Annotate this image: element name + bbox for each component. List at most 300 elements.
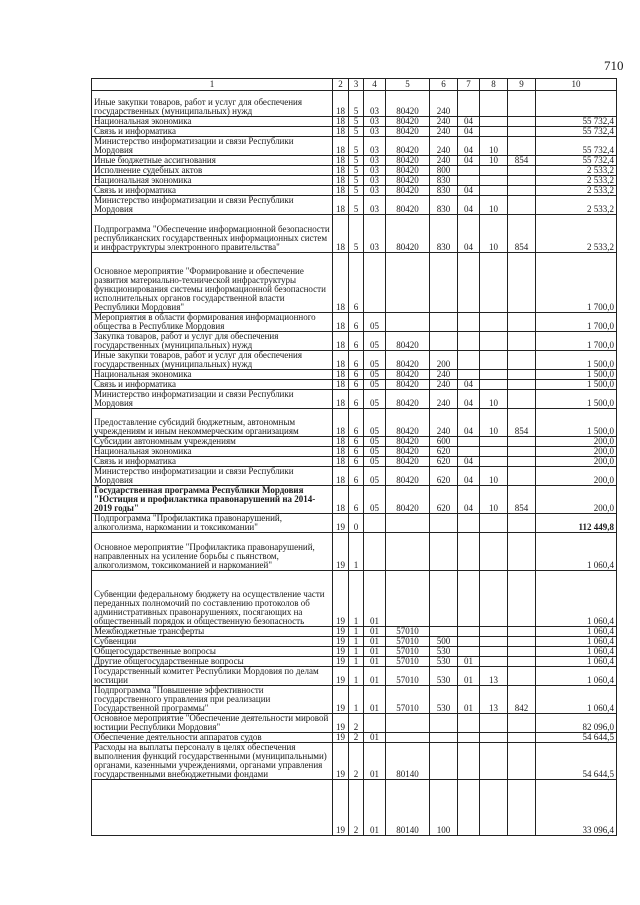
row-cell-c3: 6 — [349, 313, 364, 332]
row-cell-c7 — [458, 447, 480, 457]
row-cell-c4: 01 — [364, 637, 386, 647]
table-row — [92, 253, 617, 313]
row-cell-c10: 200,0 — [536, 457, 617, 467]
row-cell-c9: 854 — [508, 215, 536, 253]
row-cell-c4: 01 — [364, 571, 386, 627]
row-cell-c7 — [458, 714, 480, 733]
row-cell-c10: 200,0 — [536, 447, 617, 457]
row-cell-c7: 04 — [458, 117, 480, 127]
table-row — [92, 743, 617, 780]
row-cell-c9 — [508, 667, 536, 686]
row-cell-c2: 19 — [333, 686, 349, 714]
row-cell-c8 — [480, 447, 508, 457]
row-cell-c6: 530 — [430, 686, 458, 714]
row-cell-c7: 04 — [458, 409, 480, 437]
row-name-cell: Национальная экономика — [92, 447, 333, 457]
row-cell-c2: 18 — [333, 215, 349, 253]
row-cell-c5: 57010 — [386, 686, 430, 714]
table-row — [92, 486, 617, 514]
row-cell-c8: 10 — [480, 137, 508, 156]
row-cell-c6: 530 — [430, 667, 458, 686]
row-cell-c3: 6 — [349, 370, 364, 380]
row-cell-c7: 04 — [458, 486, 480, 514]
row-cell-c4: 05 — [364, 409, 386, 437]
row-name-cell: Связь и информатика — [92, 186, 333, 196]
row-cell-c5: 80140 — [386, 780, 430, 836]
row-cell-c7 — [458, 313, 480, 332]
row-cell-c8 — [480, 117, 508, 127]
row-cell-c5: 80420 — [386, 196, 430, 215]
row-cell-c9 — [508, 253, 536, 313]
row-cell-c2: 18 — [333, 253, 349, 313]
row-cell-c4: 01 — [364, 686, 386, 714]
row-cell-c4: 05 — [364, 351, 386, 370]
row-cell-c10: 1 500,0 — [536, 390, 617, 409]
row-cell-c4: 03 — [364, 166, 386, 176]
row-cell-c3: 1 — [349, 627, 364, 637]
table-row — [92, 380, 617, 390]
row-cell-c10: 55 732,4 — [536, 137, 617, 156]
table-row — [92, 127, 617, 137]
row-cell-c8 — [480, 733, 508, 743]
table-row — [92, 166, 617, 176]
row-cell-c3: 5 — [349, 215, 364, 253]
row-cell-c8 — [480, 313, 508, 332]
row-cell-c9 — [508, 332, 536, 351]
row-name-cell: Государственный комитет Республики Мордовия по делам юстиции — [92, 667, 333, 686]
row-cell-c2: 18 — [333, 437, 349, 447]
row-name-cell: Национальная экономика — [92, 117, 333, 127]
row-cell-c3: 6 — [349, 351, 364, 370]
row-cell-c10 — [536, 91, 617, 117]
row-name-cell — [92, 780, 333, 836]
row-cell-c4: 01 — [364, 627, 386, 637]
column-header: 4 — [364, 79, 386, 91]
row-cell-c5: 80420 — [386, 437, 430, 447]
row-cell-c3: 5 — [349, 156, 364, 166]
row-cell-c10: 1 500,0 — [536, 380, 617, 390]
row-name-cell: Субвенции федеральному бюджету на осуществление части переданных полномочий по составлению протоколов об административных правонарушениях, посягающих на общественный порядок и общественную безопасность — [92, 571, 333, 627]
row-name-cell: Связь и информатика — [92, 127, 333, 137]
row-cell-c10: 1 060,4 — [536, 657, 617, 667]
row-cell-c6: 200 — [430, 351, 458, 370]
row-cell-c3: 6 — [349, 486, 364, 514]
row-cell-c3: 1 — [349, 533, 364, 571]
row-cell-c8: 13 — [480, 686, 508, 714]
row-name-cell: Предоставление субсидий бюджетным, автономным учреждениям и иным некоммерческим организациям — [92, 409, 333, 437]
row-cell-c5 — [386, 733, 430, 743]
row-cell-c4: 05 — [364, 380, 386, 390]
row-name-cell: Субвенции — [92, 637, 333, 647]
row-cell-c4: 05 — [364, 313, 386, 332]
row-cell-c4: 05 — [364, 467, 386, 486]
row-cell-c3: 1 — [349, 686, 364, 714]
row-cell-c7: 04 — [458, 196, 480, 215]
row-cell-c7 — [458, 91, 480, 117]
row-cell-c5: 80420 — [386, 176, 430, 186]
row-cell-c10: 1 500,0 — [536, 351, 617, 370]
row-cell-c3: 5 — [349, 166, 364, 176]
row-cell-c5: 80420 — [386, 332, 430, 351]
row-name-cell: Подпрограмма "Обеспечение информационной безопасности республиканских государственных информационных систем и инфраструктуры электронного правительства" — [92, 215, 333, 253]
row-name-cell: Министерство информатизации и связи Республики Мордовия — [92, 467, 333, 486]
row-cell-c4: 03 — [364, 215, 386, 253]
row-cell-c5 — [386, 313, 430, 332]
row-cell-c10: 1 060,4 — [536, 686, 617, 714]
row-cell-c9 — [508, 137, 536, 156]
row-cell-c2: 19 — [333, 533, 349, 571]
table-row — [92, 447, 617, 457]
row-cell-c6: 240 — [430, 156, 458, 166]
row-cell-c7 — [458, 253, 480, 313]
column-header: 6 — [430, 79, 458, 91]
row-cell-c9 — [508, 637, 536, 647]
row-name-cell: Другие общегосударственные вопросы — [92, 657, 333, 667]
row-cell-c8 — [480, 127, 508, 137]
table-row — [92, 514, 617, 533]
row-cell-c3: 2 — [349, 743, 364, 780]
row-name-cell: Министерство информатизации и связи Республики Мордовия — [92, 390, 333, 409]
row-cell-c10: 1 500,0 — [536, 409, 617, 437]
row-cell-c7 — [458, 533, 480, 571]
row-cell-c2: 18 — [333, 117, 349, 127]
row-cell-c7 — [458, 332, 480, 351]
row-cell-c9 — [508, 533, 536, 571]
page-number: 710 — [604, 58, 624, 73]
row-cell-c2: 18 — [333, 486, 349, 514]
row-cell-c10: 82 096,0 — [536, 714, 617, 733]
row-cell-c4: 03 — [364, 127, 386, 137]
row-cell-c10: 54 644,5 — [536, 743, 617, 780]
row-cell-c9 — [508, 627, 536, 637]
column-header: 9 — [508, 79, 536, 91]
row-cell-c9 — [508, 127, 536, 137]
table-row — [92, 215, 617, 253]
row-cell-c6: 240 — [430, 390, 458, 409]
row-cell-c6 — [430, 332, 458, 351]
row-cell-c8 — [480, 514, 508, 533]
row-cell-c3: 5 — [349, 127, 364, 137]
row-cell-c8 — [480, 370, 508, 380]
row-cell-c9 — [508, 447, 536, 457]
row-cell-c7 — [458, 647, 480, 657]
row-cell-c3: 6 — [349, 437, 364, 447]
row-cell-c2: 18 — [333, 332, 349, 351]
column-header: 10 — [536, 79, 617, 91]
row-cell-c7: 04 — [458, 127, 480, 137]
row-name-cell: Подпрограмма "Повышение эффективности государственного управления при реализации Государственной программы" — [92, 686, 333, 714]
row-name-cell: Межбюджетные трансферты — [92, 627, 333, 637]
row-name-cell: Министерство информатизации и связи Республики Мордовия — [92, 137, 333, 156]
table-row — [92, 196, 617, 215]
row-cell-c2: 18 — [333, 91, 349, 117]
row-cell-c9 — [508, 743, 536, 780]
table-row — [92, 667, 617, 686]
row-cell-c9 — [508, 186, 536, 196]
row-cell-c2: 18 — [333, 196, 349, 215]
table-row — [92, 533, 617, 571]
row-cell-c8 — [480, 743, 508, 780]
row-cell-c2: 19 — [333, 743, 349, 780]
row-cell-c6: 240 — [430, 117, 458, 127]
row-cell-c6: 240 — [430, 409, 458, 437]
row-cell-c5 — [386, 514, 430, 533]
row-cell-c6: 830 — [430, 196, 458, 215]
table-row — [92, 657, 617, 667]
row-cell-c5: 80420 — [386, 370, 430, 380]
row-name-cell: Исполнение судебных актов — [92, 166, 333, 176]
row-cell-c7 — [458, 166, 480, 176]
row-cell-c8 — [480, 533, 508, 571]
row-cell-c4: 03 — [364, 156, 386, 166]
row-cell-c9 — [508, 351, 536, 370]
row-cell-c4 — [364, 514, 386, 533]
row-cell-c8 — [480, 253, 508, 313]
row-cell-c9 — [508, 514, 536, 533]
row-cell-c3: 6 — [349, 447, 364, 457]
row-cell-c8 — [480, 437, 508, 447]
row-cell-c6: 830 — [430, 176, 458, 186]
row-cell-c4: 01 — [364, 743, 386, 780]
row-cell-c2: 18 — [333, 447, 349, 457]
row-cell-c10: 55 732,4 — [536, 127, 617, 137]
row-cell-c5: 57010 — [386, 657, 430, 667]
row-cell-c6: 240 — [430, 370, 458, 380]
table-row — [92, 647, 617, 657]
row-cell-c5 — [386, 533, 430, 571]
table-row — [92, 176, 617, 186]
row-cell-c3: 0 — [349, 514, 364, 533]
row-cell-c2: 18 — [333, 313, 349, 332]
row-cell-c3: 5 — [349, 176, 364, 186]
row-cell-c8: 10 — [480, 390, 508, 409]
row-cell-c7: 04 — [458, 156, 480, 166]
row-cell-c4: 05 — [364, 332, 386, 351]
row-cell-c10: 2 533,2 — [536, 215, 617, 253]
row-cell-c8: 10 — [480, 409, 508, 437]
row-cell-c7 — [458, 733, 480, 743]
row-cell-c7: 04 — [458, 186, 480, 196]
row-cell-c8 — [480, 332, 508, 351]
row-cell-c5: 80420 — [386, 380, 430, 390]
row-cell-c8 — [480, 714, 508, 733]
row-cell-c3: 5 — [349, 117, 364, 127]
row-cell-c3: 1 — [349, 667, 364, 686]
row-cell-c2: 19 — [333, 780, 349, 836]
row-name-cell: Государственная программа Республики Мордовия "Юстиция и профилактика правонарушений на 2014-2019 годы" — [92, 486, 333, 514]
row-cell-c8 — [480, 780, 508, 836]
table-row — [92, 370, 617, 380]
row-cell-c10: 1 060,4 — [536, 533, 617, 571]
row-cell-c5: 80140 — [386, 743, 430, 780]
row-cell-c6 — [430, 714, 458, 733]
row-cell-c5: 80420 — [386, 409, 430, 437]
row-cell-c4: 05 — [364, 437, 386, 447]
table-row — [92, 686, 617, 714]
row-cell-c8 — [480, 571, 508, 627]
row-cell-c3: 1 — [349, 657, 364, 667]
row-cell-c8 — [480, 166, 508, 176]
row-cell-c4: 03 — [364, 117, 386, 127]
row-cell-c9 — [508, 390, 536, 409]
row-cell-c5: 57010 — [386, 637, 430, 647]
table-row — [92, 332, 617, 351]
table-row — [92, 137, 617, 156]
row-cell-c6: 240 — [430, 127, 458, 137]
row-cell-c4 — [364, 253, 386, 313]
row-cell-c8 — [480, 91, 508, 117]
row-cell-c2: 18 — [333, 467, 349, 486]
column-header: 3 — [349, 79, 364, 91]
row-cell-c9: 842 — [508, 686, 536, 714]
row-cell-c9 — [508, 313, 536, 332]
row-name-cell: Общегосударственные вопросы — [92, 647, 333, 657]
row-cell-c4: 05 — [364, 457, 386, 467]
row-cell-c2: 18 — [333, 186, 349, 196]
row-cell-c2: 18 — [333, 156, 349, 166]
row-cell-c4: 03 — [364, 196, 386, 215]
row-cell-c6 — [430, 313, 458, 332]
row-cell-c10: 2 533,2 — [536, 196, 617, 215]
row-cell-c9 — [508, 457, 536, 467]
row-cell-c2: 18 — [333, 176, 349, 186]
row-cell-c6 — [430, 743, 458, 780]
row-cell-c9 — [508, 467, 536, 486]
row-cell-c8 — [480, 657, 508, 667]
row-cell-c2: 18 — [333, 351, 349, 370]
row-name-cell: Национальная экономика — [92, 370, 333, 380]
row-cell-c9 — [508, 780, 536, 836]
row-cell-c5 — [386, 253, 430, 313]
row-cell-c9: 854 — [508, 409, 536, 437]
row-cell-c5: 80420 — [386, 156, 430, 166]
row-cell-c3: 1 — [349, 647, 364, 657]
row-cell-c3: 6 — [349, 390, 364, 409]
row-cell-c8: 10 — [480, 196, 508, 215]
row-cell-c2: 19 — [333, 714, 349, 733]
row-cell-c3: 1 — [349, 571, 364, 627]
table-row — [92, 313, 617, 332]
row-name-cell: Субсидии автономным учреждениям — [92, 437, 333, 447]
row-cell-c10: 33 096,4 — [536, 780, 617, 836]
row-cell-c3: 5 — [349, 196, 364, 215]
row-cell-c2: 18 — [333, 370, 349, 380]
row-cell-c6: 500 — [430, 637, 458, 647]
row-cell-c5 — [386, 714, 430, 733]
row-cell-c4: 01 — [364, 657, 386, 667]
row-cell-c5: 80420 — [386, 390, 430, 409]
row-cell-c4: 05 — [364, 447, 386, 457]
row-cell-c7 — [458, 627, 480, 637]
row-name-cell: Обеспечение деятельности аппаратов судов — [92, 733, 333, 743]
row-cell-c9 — [508, 657, 536, 667]
row-cell-c4: 03 — [364, 137, 386, 156]
row-cell-c2: 18 — [333, 457, 349, 467]
row-cell-c6: 830 — [430, 186, 458, 196]
row-cell-c10: 55 732,4 — [536, 117, 617, 127]
row-cell-c4: 05 — [364, 486, 386, 514]
row-cell-c7 — [458, 370, 480, 380]
row-name-cell: Мероприятия в области формирования информационного общества в Республике Мордовия — [92, 313, 333, 332]
row-cell-c3: 6 — [349, 457, 364, 467]
row-cell-c10: 200,0 — [536, 467, 617, 486]
row-cell-c7: 01 — [458, 667, 480, 686]
table-row — [92, 467, 617, 486]
row-cell-c10: 1 700,0 — [536, 313, 617, 332]
row-name-cell: Связь и информатика — [92, 457, 333, 467]
row-cell-c10: 54 644,5 — [536, 733, 617, 743]
row-cell-c9 — [508, 733, 536, 743]
row-cell-c2: 19 — [333, 637, 349, 647]
row-cell-c10: 1 700,0 — [536, 253, 617, 313]
row-cell-c5: 80420 — [386, 117, 430, 127]
row-cell-c10: 1 060,4 — [536, 571, 617, 627]
row-cell-c4: 03 — [364, 186, 386, 196]
row-cell-c10: 1 700,0 — [536, 332, 617, 351]
row-cell-c7: 01 — [458, 657, 480, 667]
row-cell-c5: 80420 — [386, 457, 430, 467]
row-cell-c6: 620 — [430, 457, 458, 467]
row-cell-c10: 2 533,2 — [536, 166, 617, 176]
table-header-row — [92, 79, 617, 91]
row-cell-c10: 200,0 — [536, 437, 617, 447]
table-row — [92, 780, 617, 836]
row-cell-c9 — [508, 176, 536, 186]
row-cell-c7 — [458, 514, 480, 533]
row-cell-c9 — [508, 714, 536, 733]
row-cell-c2: 18 — [333, 390, 349, 409]
row-cell-c9 — [508, 196, 536, 215]
row-cell-c3: 6 — [349, 409, 364, 437]
row-cell-c5: 80420 — [386, 447, 430, 457]
row-cell-c5: 80420 — [386, 127, 430, 137]
row-cell-c4: 03 — [364, 91, 386, 117]
row-cell-c5 — [386, 571, 430, 627]
row-cell-c6 — [430, 533, 458, 571]
row-name-cell: Министерство информатизации и связи Республики Мордовия — [92, 196, 333, 215]
row-name-cell: Подпрограмма "Профилактика правонарушений, алкоголизма, наркомании и токсикомании" — [92, 514, 333, 533]
row-cell-c5: 80420 — [386, 91, 430, 117]
row-cell-c8 — [480, 457, 508, 467]
row-cell-c7: 04 — [458, 390, 480, 409]
row-cell-c7 — [458, 437, 480, 447]
row-cell-c5: 80420 — [386, 351, 430, 370]
row-cell-c6: 620 — [430, 447, 458, 457]
table-row — [92, 91, 617, 117]
row-cell-c9 — [508, 571, 536, 627]
row-cell-c2: 19 — [333, 514, 349, 533]
row-cell-c3: 6 — [349, 467, 364, 486]
row-cell-c7 — [458, 351, 480, 370]
row-cell-c2: 18 — [333, 137, 349, 156]
row-cell-c2: 19 — [333, 627, 349, 637]
row-name-cell: Связь и информатика — [92, 380, 333, 390]
row-cell-c7: 04 — [458, 215, 480, 253]
row-name-cell: Основное мероприятие "Профилактика правонарушений, направленных на усиление борьбы с пьянством, алкоголизмом, токсикоманией и наркоманией" — [92, 533, 333, 571]
row-cell-c6 — [430, 571, 458, 627]
table-row — [92, 409, 617, 437]
row-cell-c4 — [364, 714, 386, 733]
row-cell-c5: 80420 — [386, 467, 430, 486]
row-cell-c10: 1 500,0 — [536, 370, 617, 380]
row-cell-c7: 04 — [458, 467, 480, 486]
row-cell-c6: 830 — [430, 215, 458, 253]
row-cell-c2: 18 — [333, 380, 349, 390]
table-row — [92, 437, 617, 447]
row-cell-c8 — [480, 351, 508, 370]
row-cell-c4: 01 — [364, 667, 386, 686]
row-cell-c7 — [458, 571, 480, 627]
